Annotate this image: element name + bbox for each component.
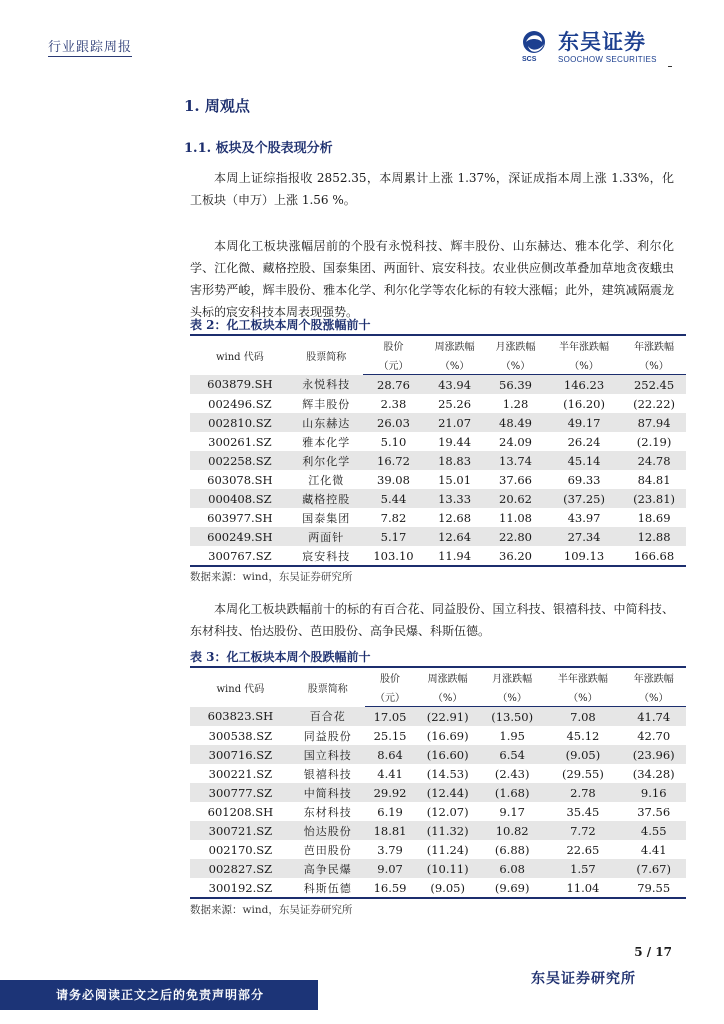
half-year-change: 45.12 <box>566 728 600 743</box>
column-header: wind 代码 <box>190 667 291 707</box>
stock-name: 同益股份 <box>303 729 352 743</box>
table-row <box>190 375 686 395</box>
weekly-change: 43.94 <box>424 375 485 395</box>
half-year-change: 22.65 <box>566 842 600 857</box>
logo-name-cn: 东吴证券 <box>558 30 646 54</box>
yearly-change: 12.88 <box>622 527 686 546</box>
price: 28.76 <box>363 375 424 395</box>
table-row <box>190 821 686 840</box>
monthly-change: 20.62 <box>485 489 546 508</box>
weekly-change: 12.64 <box>424 527 485 546</box>
disclaimer-banner: 请务必阅读正文之后的免责声明部分 <box>0 980 318 1010</box>
table-row <box>190 802 686 821</box>
weekly-change: (10.11) <box>415 859 480 878</box>
yearly-change: (22.22) <box>633 396 676 411</box>
yearly-change: 18.69 <box>637 510 671 525</box>
price: 103.10 <box>363 546 424 566</box>
monthly-change: 36.20 <box>485 546 546 566</box>
weekly-change: 12.68 <box>438 510 472 525</box>
half-year-change: 7.08 <box>544 707 621 727</box>
stock-name: 高争民爆 <box>291 859 365 878</box>
stock-name: 国立科技 <box>291 745 365 764</box>
subsection-heading: 1.1. 板块及个股表现分析 <box>184 141 333 156</box>
table-row <box>190 451 686 470</box>
weekly-change: (22.91) <box>415 707 480 727</box>
column-header: 年涨跌幅 <box>622 335 686 355</box>
table-row <box>190 489 686 508</box>
table-row <box>190 726 686 745</box>
stock-name: 雅本化学 <box>302 435 351 449</box>
company-logo <box>520 30 670 66</box>
column-unit: （%） <box>424 355 485 375</box>
table-row <box>190 394 686 413</box>
table-row <box>190 764 686 783</box>
table-row <box>190 840 686 859</box>
yearly-change: (23.81) <box>622 489 686 508</box>
market-summary-paragraph <box>190 167 674 211</box>
yearly-change: 24.78 <box>622 451 686 470</box>
table-row <box>190 878 686 898</box>
paragraph-text: 本周化工板块跌幅前十的标的有百合花、同益股份、国立科技、银禧科技、中简科技、东材科技、怡达股份、芭田股份、高争民爆、科斯伍德。 <box>190 602 674 638</box>
price: 18.81 <box>365 821 416 840</box>
stock-code: 603879.SH <box>190 375 290 395</box>
column-header: 股价 <box>363 335 424 355</box>
table-row <box>190 783 686 802</box>
half-year-change: 69.33 <box>567 472 601 487</box>
stock-name: 百合花 <box>291 707 365 727</box>
price: 16.59 <box>365 878 416 898</box>
column-header: 股票简称 <box>290 335 363 375</box>
half-year-change: 35.45 <box>566 804 600 819</box>
table-row <box>190 470 686 489</box>
yearly-change: 41.74 <box>621 707 686 727</box>
table-row <box>190 745 686 764</box>
monthly-change: 11.08 <box>499 510 532 525</box>
column-header: 股价 <box>365 667 416 687</box>
price: 9.07 <box>365 859 416 878</box>
stock-code: 002496.SZ <box>208 396 272 411</box>
column-header: 半年涨跌幅 <box>546 335 622 355</box>
column-header: 半年涨跌幅 <box>544 667 621 687</box>
half-year-change: (29.55) <box>561 766 604 781</box>
logo-abbreviation: SCS <box>522 56 537 63</box>
half-year-change: (9.05) <box>544 745 621 764</box>
column-unit: （%） <box>544 687 621 707</box>
column-unit: （%） <box>480 687 545 707</box>
stock-code: 603823.SH <box>190 707 291 727</box>
header-mark <box>668 66 672 67</box>
paragraph-text: 本周上证综指报收 2852.35，本周累计上涨 1.37%，深证成指本周上涨 1.33%，化工板块（申万）上涨 1.56 %。 <box>190 171 674 207</box>
stock-code: 603078.SH <box>207 472 273 487</box>
logo-name-en: SOOCHOW SECURITIES <box>558 55 657 64</box>
stock-code: 000408.SZ <box>190 489 290 508</box>
weekly-change: 11.94 <box>424 546 485 566</box>
monthly-change: (13.50) <box>480 707 545 727</box>
column-header: 周涨跌幅 <box>415 667 480 687</box>
weekly-change: 13.33 <box>424 489 485 508</box>
weekly-change: (12.44) <box>415 783 480 802</box>
stock-code: 002170.SZ <box>208 842 273 857</box>
weekly-change: (12.07) <box>426 804 469 819</box>
monthly-change: (6.88) <box>494 842 530 857</box>
stock-name: 怡达股份 <box>291 821 365 840</box>
stock-code: 300192.SZ <box>190 878 291 898</box>
stock-code: 600249.SH <box>190 527 290 546</box>
price: 26.03 <box>363 413 424 432</box>
yearly-change: 4.41 <box>640 842 667 857</box>
table-row <box>190 432 686 451</box>
stock-name: 中简科技 <box>291 783 365 802</box>
price: 5.10 <box>380 434 407 449</box>
stock-code: 601208.SH <box>207 804 274 819</box>
half-year-change: 49.17 <box>546 413 622 432</box>
stock-code: 300261.SZ <box>208 434 272 449</box>
weekly-change: (11.32) <box>415 821 480 840</box>
price: 39.08 <box>377 472 410 487</box>
monthly-change: 13.74 <box>485 451 546 470</box>
column-unit: （%） <box>546 355 622 375</box>
column-header: 年涨跌幅 <box>621 667 686 687</box>
report-type-label: 行业跟踪周报 <box>48 36 132 57</box>
yearly-change: 42.70 <box>637 728 671 743</box>
half-year-change: 27.34 <box>546 527 622 546</box>
yearly-change: 87.94 <box>622 413 686 432</box>
half-year-change: 43.97 <box>567 510 601 525</box>
column-unit: （%） <box>415 687 480 707</box>
weekly-change: 18.83 <box>424 451 485 470</box>
monthly-change: 6.54 <box>480 745 545 764</box>
stock-code: 002827.SZ <box>190 859 291 878</box>
stock-code: 300221.SZ <box>208 766 273 781</box>
stock-code: 300721.SZ <box>190 821 291 840</box>
stock-name: 宸安科技 <box>290 546 363 566</box>
stock-name: 银禧科技 <box>303 767 352 781</box>
column-header: 月涨跌幅 <box>485 335 546 355</box>
price: 2.38 <box>380 396 407 411</box>
stock-name: 山东赫达 <box>290 413 363 432</box>
table-row <box>190 508 686 527</box>
stock-name: 东材科技 <box>303 805 352 819</box>
stock-code: 603977.SH <box>207 510 273 525</box>
column-unit: （%） <box>621 687 686 707</box>
stock-name: 藏格控股 <box>290 489 363 508</box>
yearly-change: 166.68 <box>622 546 686 566</box>
gainers-paragraph <box>190 235 674 323</box>
monthly-change: 37.66 <box>499 472 532 487</box>
yearly-change: 79.55 <box>621 878 686 898</box>
price: 29.92 <box>365 783 416 802</box>
half-year-change: (16.20) <box>563 396 605 411</box>
half-year-change: (37.25) <box>546 489 622 508</box>
yearly-change: 4.55 <box>621 821 686 840</box>
page-number: 5 / 17 <box>634 945 672 959</box>
column-header: 股票简称 <box>291 667 365 707</box>
weekly-change: (16.69) <box>426 728 469 743</box>
table2-caption: 表 2：化工板块本周个股涨幅前十 <box>190 318 371 332</box>
top-gainers-table <box>190 334 686 567</box>
monthly-change: 1.28 <box>502 396 529 411</box>
column-unit: （%） <box>485 355 546 375</box>
column-unit: （元） <box>365 687 416 707</box>
price: 7.82 <box>380 510 407 525</box>
price: 8.64 <box>365 745 416 764</box>
stock-name: 两面针 <box>290 527 363 546</box>
stock-code: 002810.SZ <box>190 413 290 432</box>
section-heading: 1. 周观点 <box>184 97 250 115</box>
price: 5.17 <box>363 527 424 546</box>
top-losers-table <box>190 666 686 899</box>
yearly-change: 37.56 <box>637 804 671 819</box>
table2-source: 数据来源：wind，东吴证券研究所 <box>190 571 353 583</box>
monthly-change: 10.82 <box>480 821 545 840</box>
yearly-change: 9.16 <box>621 783 686 802</box>
stock-name: 国泰集团 <box>302 511 351 525</box>
stock-name: 永悦科技 <box>290 375 363 395</box>
yearly-change: (2.19) <box>636 434 672 449</box>
stock-name: 江化微 <box>308 473 345 487</box>
weekly-change: (11.24) <box>426 842 469 857</box>
weekly-change: (9.05) <box>415 878 480 898</box>
half-year-change: 7.72 <box>544 821 621 840</box>
stock-code: 002258.SZ <box>190 451 290 470</box>
price: 25.15 <box>373 728 407 743</box>
half-year-change: 2.78 <box>544 783 621 802</box>
stock-code: 300716.SZ <box>190 745 291 764</box>
stock-code: 300767.SZ <box>190 546 290 566</box>
column-header: 周涨跌幅 <box>424 335 485 355</box>
table-row <box>190 859 686 878</box>
monthly-change: 22.80 <box>485 527 546 546</box>
yearly-change: (7.67) <box>621 859 686 878</box>
monthly-change: 1.95 <box>499 728 525 743</box>
weekly-change: (16.60) <box>415 745 480 764</box>
column-header: wind 代码 <box>190 335 290 375</box>
table-row <box>190 527 686 546</box>
yearly-change: 84.81 <box>637 472 671 487</box>
stock-code: 300777.SZ <box>190 783 291 802</box>
price: 5.44 <box>363 489 424 508</box>
half-year-change: 45.14 <box>546 451 622 470</box>
stock-name: 辉丰股份 <box>302 397 351 411</box>
half-year-change: 1.57 <box>544 859 621 878</box>
monthly-change: 9.17 <box>499 804 525 819</box>
half-year-change: 11.04 <box>544 878 621 898</box>
price: 3.79 <box>377 842 403 857</box>
monthly-change: 6.08 <box>480 859 545 878</box>
table3-source: 数据来源：wind，东吴证券研究所 <box>190 904 353 916</box>
price: 4.41 <box>377 766 403 781</box>
price: 6.19 <box>377 804 403 819</box>
column-header: 月涨跌幅 <box>480 667 545 687</box>
yearly-change: (23.96) <box>621 745 686 764</box>
stock-code: 300538.SZ <box>208 728 273 743</box>
weekly-change: 15.01 <box>438 472 472 487</box>
column-unit: （元） <box>363 355 424 375</box>
table3-caption: 表 3：化工板块本周个股跌幅前十 <box>190 650 371 664</box>
table-row <box>190 707 686 727</box>
half-year-change: 26.24 <box>567 434 601 449</box>
weekly-change: 19.44 <box>438 434 472 449</box>
half-year-change: 109.13 <box>546 546 622 566</box>
column-unit: （%） <box>622 355 686 375</box>
yearly-change: (34.28) <box>632 766 675 781</box>
yearly-change: 252.45 <box>622 375 686 395</box>
monthly-change: 48.49 <box>485 413 546 432</box>
weekly-change: 21.07 <box>424 413 485 432</box>
weekly-change: 25.26 <box>438 396 472 411</box>
table-row <box>190 546 686 566</box>
paragraph-text: 本周化工板块涨幅居前的个股有永悦科技、辉丰股份、山东赫达、雅本化学、利尔化学、江化微、藏格控股、国泰集团、两面针、宸安科技。农业供应侧改革叠加草地贪夜蛾虫害形势严峻，辉丰股份、雅本化学、利尔化学等农化标的有较大涨幅；此外，建筑减隔震龙头标的宸安科技本周表现强势。 <box>190 239 674 319</box>
stock-name: 利尔化学 <box>290 451 363 470</box>
monthly-change: (1.68) <box>480 783 545 802</box>
monthly-change: (2.43) <box>494 766 530 781</box>
losers-paragraph <box>190 598 674 642</box>
stock-name: 科斯伍德 <box>291 878 365 898</box>
monthly-change: 56.39 <box>485 375 546 395</box>
table-row <box>190 413 686 432</box>
price: 17.05 <box>365 707 416 727</box>
monthly-change: (9.69) <box>480 878 545 898</box>
stock-name: 芭田股份 <box>303 843 352 857</box>
weekly-change: (14.53) <box>426 766 469 781</box>
price: 16.72 <box>363 451 424 470</box>
monthly-change: 24.09 <box>499 434 532 449</box>
institute-name: 东吴证券研究所 <box>531 971 636 987</box>
half-year-change: 146.23 <box>546 375 622 395</box>
